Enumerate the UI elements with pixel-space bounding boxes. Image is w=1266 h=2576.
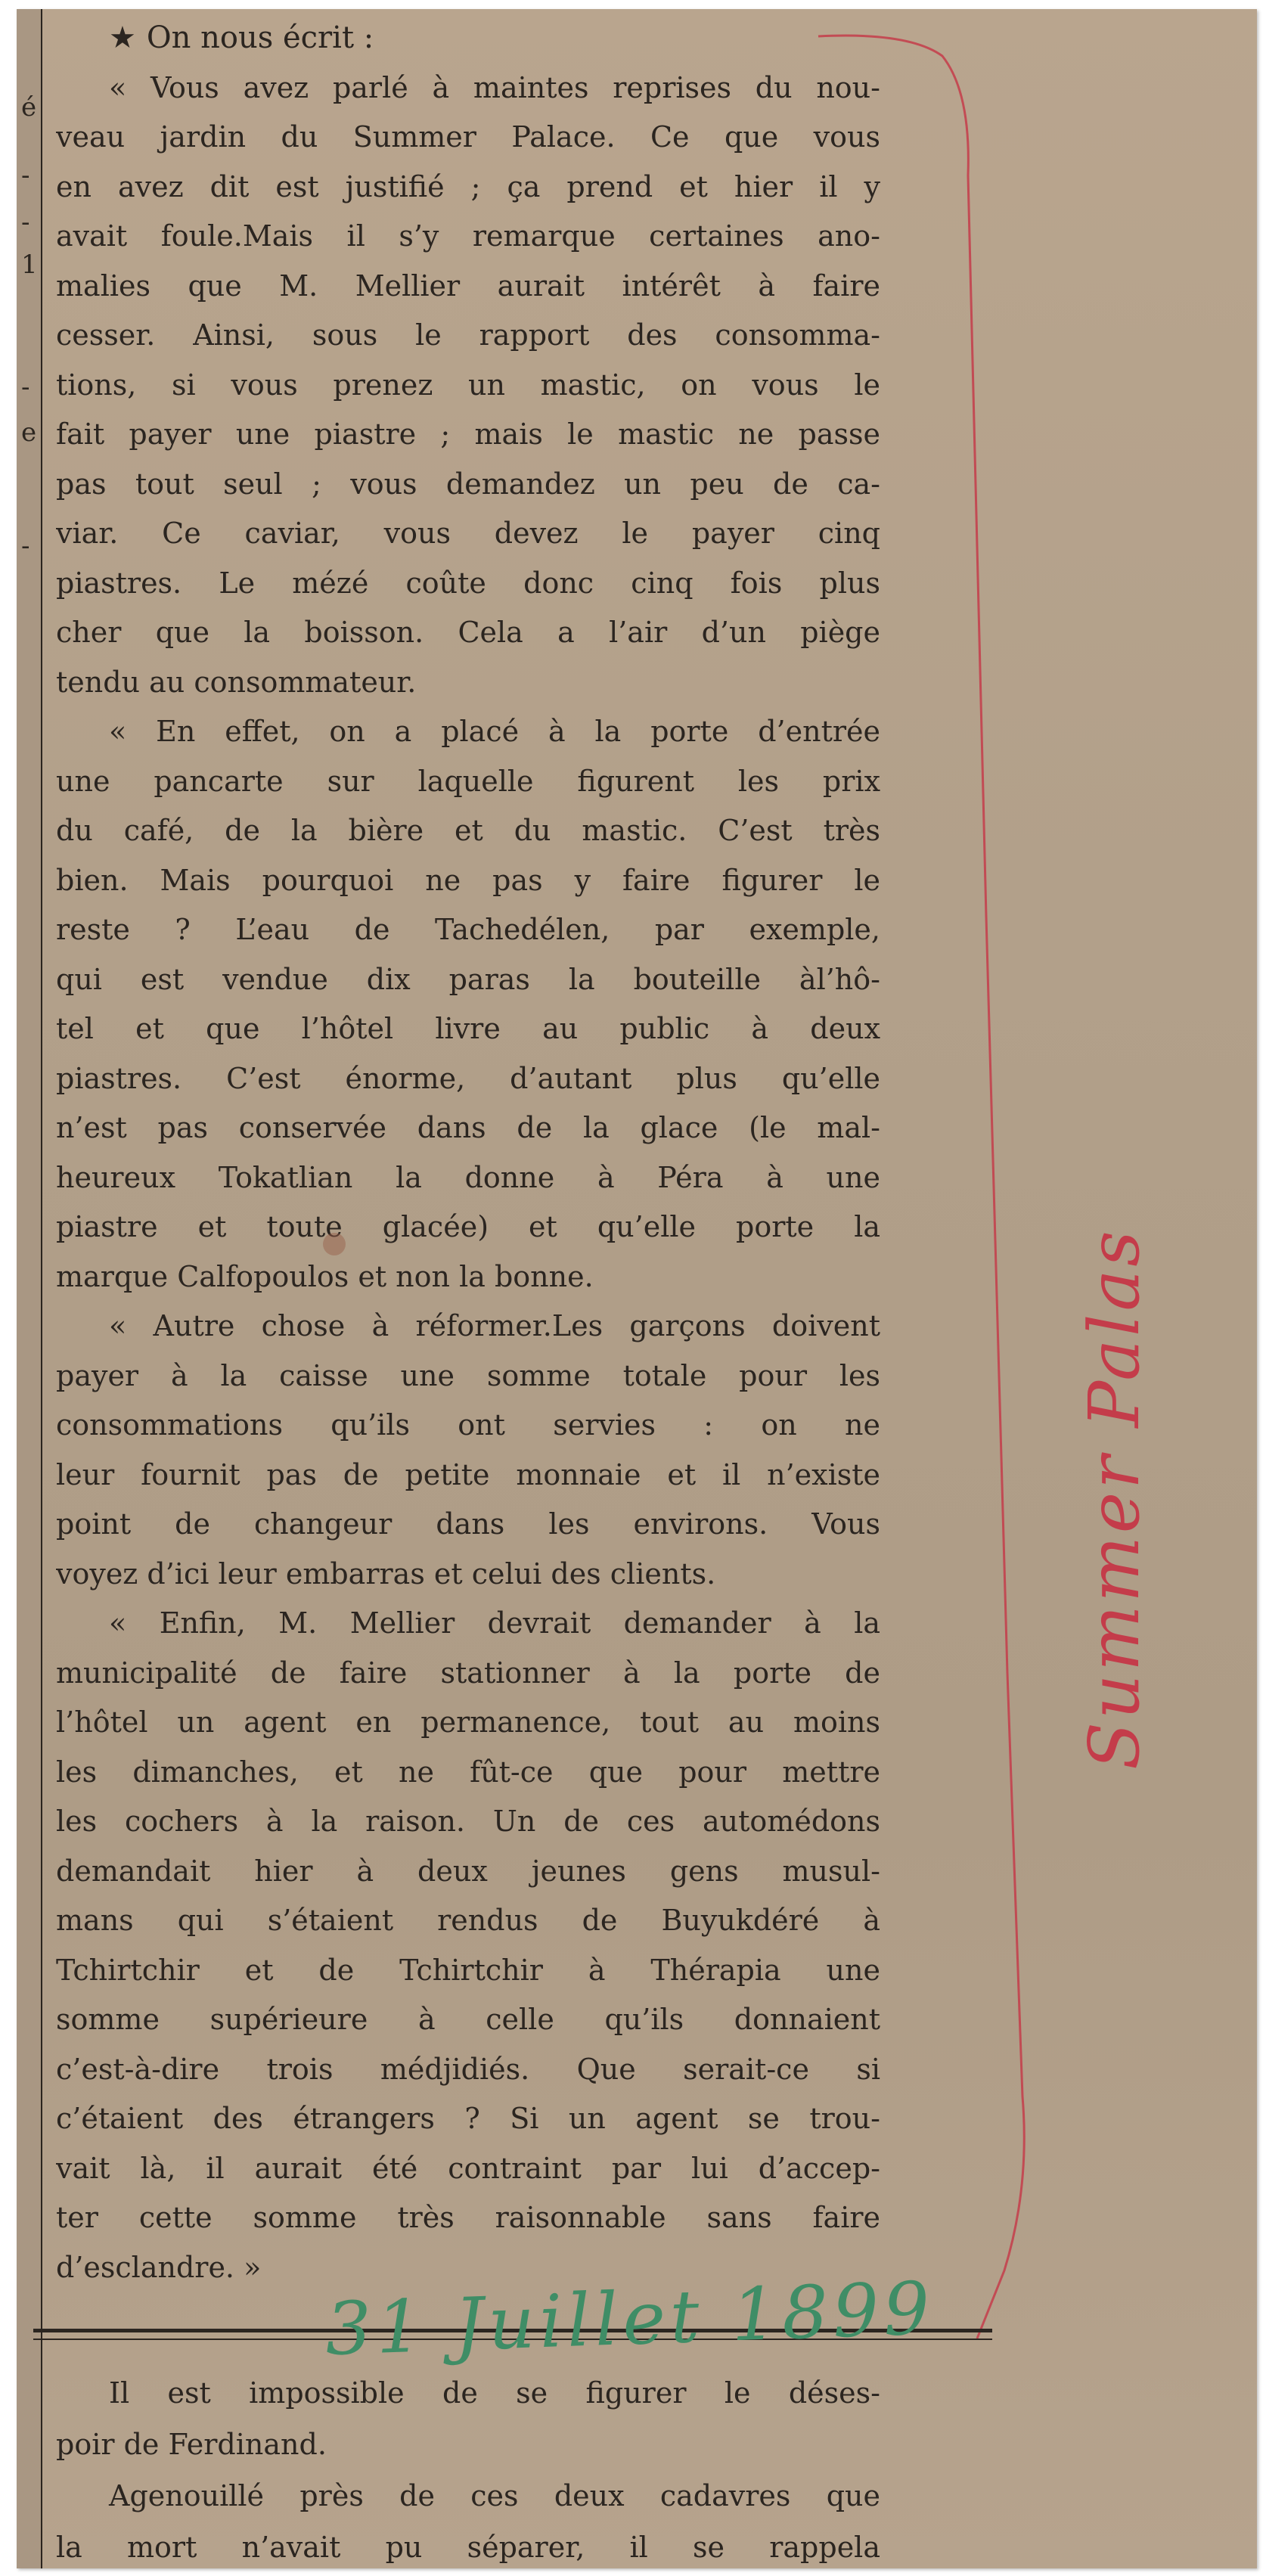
article-line: l’hôtel un agent en permanence, tout au moins (56, 1705, 880, 1739)
article-line: viar. Ce caviar, vous devez le payer cinq (56, 517, 880, 550)
article-column (56, 14, 880, 2292)
handwritten-red-annotation: Summer Palas (1074, 1227, 1155, 1770)
article-line: d’esclandre. » (56, 2250, 262, 2284)
article-line: les dimanches, et ne fût-ce que pour mettre (56, 1755, 880, 1789)
article-line: tendu au consommateur. (56, 665, 417, 699)
article-line: payer à la caisse une somme totale pour les (56, 1358, 880, 1392)
handwritten-date-annotation: 31 Juillet 1899 (324, 2265, 936, 2373)
article-line: ter cette somme très raisonnable sans faire (56, 2201, 880, 2234)
margin-fragment: é (21, 92, 37, 123)
article-line: les cochers à la raison. Un de ces automédons (56, 1805, 880, 1838)
next-article-line: Il est impossible de se figurer le déses- (109, 2376, 880, 2410)
article-line: du café, de la bière et du mastic. C’est très (56, 814, 880, 847)
article-line: Tchirtchir et de Tchirtchir à Thérapia une (56, 1953, 880, 1987)
article-line: pas tout seul ; vous demandez un peu de ca- (56, 467, 880, 501)
star-icon: ★ (109, 20, 136, 55)
article-line: c’étaient des étrangers ? Si un agent se trou- (56, 2102, 880, 2135)
article-line: heureux Tokatlian la donne à Péra à une (56, 1160, 880, 1194)
next-article-line: Agenouillé près de ces deux cadavres que (109, 2479, 880, 2512)
article-heading: ★ On nous écrit : (56, 14, 880, 64)
article-line: point de changeur dans les environs. Vous (56, 1507, 880, 1541)
article-line: cher que la boisson. Cela a l’air d’un piège (56, 616, 880, 649)
margin-fragment: - (21, 207, 30, 237)
article-line: consommations qu’ils ont servies : on ne (56, 1408, 880, 1442)
margin-fragment: e (21, 417, 37, 448)
next-article-line: poir de Ferdinand. (56, 2428, 327, 2461)
article-line: une pancarte sur laquelle figurent les prix (56, 764, 880, 798)
next-article (56, 2367, 880, 2573)
article-line: piastres. C’est énorme, d’autant plus qu’elle (56, 1061, 880, 1095)
margin-fragment: 1 (21, 250, 38, 280)
article-line: cesser. Ainsi, sous le rapport des consomma- (56, 318, 880, 352)
margin-fragment: - (21, 160, 30, 191)
article-line: « Autre chose à réformer.Les garçons doivent (109, 1309, 880, 1342)
article-line: reste ? L’eau de Tachedélen, par exemple, (56, 913, 880, 946)
article-line: c’est-à-dire trois médjidiés. Que serait-ce si (56, 2052, 880, 2086)
article-line: « Vous avez parlé à maintes reprises du nou- (109, 70, 880, 104)
article-line: n’est pas conservée dans de la glace (le mal- (56, 1111, 880, 1144)
article-line: vait là, il aurait été contraint par lui d’accep- (56, 2151, 880, 2185)
article-line: avait foule.Mais il s’y remarque certaines ano- (56, 219, 880, 253)
article-line: voyez d’ici leur embarras et celui des clients. (56, 1556, 716, 1591)
article-line: « En effet, on a placé à la porte d’entrée (109, 715, 880, 748)
article-line: leur fournit pas de petite monnaie et il n’existe (56, 1457, 880, 1491)
article-line: piastre et toute glacée) et qu’elle porte la (56, 1210, 880, 1243)
newspaper-clipping (17, 9, 1257, 2568)
next-article-line: la mort n’avait pu séparer, il se rappela (56, 2531, 880, 2564)
article-line: fait payer une piastre ; mais le mastic ne passe (56, 417, 880, 451)
article-line: qui est vendue dix paras la bouteille àl’hô- (56, 962, 880, 996)
article-line: malies que M. Mellier aurait intérêt à faire (56, 268, 880, 303)
article-line: demandait hier à deux jeunes gens musul- (56, 1854, 880, 1888)
article-line: tel et que l’hôtel livre au public à deux (56, 1012, 880, 1045)
article-line: mans qui s’étaient rendus de Buyukdéré à (56, 1904, 880, 1937)
article-line: piastres. Le mézé coûte donc cinq fois plus (56, 566, 880, 600)
article-line: « Enfin, M. Mellier devrait demander à la (109, 1606, 880, 1640)
article-line: somme supérieure à celle qu’ils donnaient (56, 2003, 880, 2036)
margin-fragment: - (21, 372, 30, 402)
article-line: marque Calfopoulos et non la bonne. (56, 1259, 594, 1293)
margin-fragment: - (21, 531, 30, 561)
article-line: municipalité de faire stationner à la porte de (56, 1656, 880, 1690)
paper-stain (323, 1233, 346, 1255)
article-line: bien. Mais pourquoi ne pas y faire figurer le (56, 863, 880, 897)
article-line: veau jardin du Summer Palace. Ce que vous (56, 120, 880, 154)
adjacent-column-strip (17, 9, 42, 2568)
article-body (56, 64, 880, 2293)
article-line: tions, si vous prenez un mastic, on vous le (56, 368, 880, 402)
article-line: en avez dit est justifié ; ça prend et hier il y (56, 169, 880, 203)
